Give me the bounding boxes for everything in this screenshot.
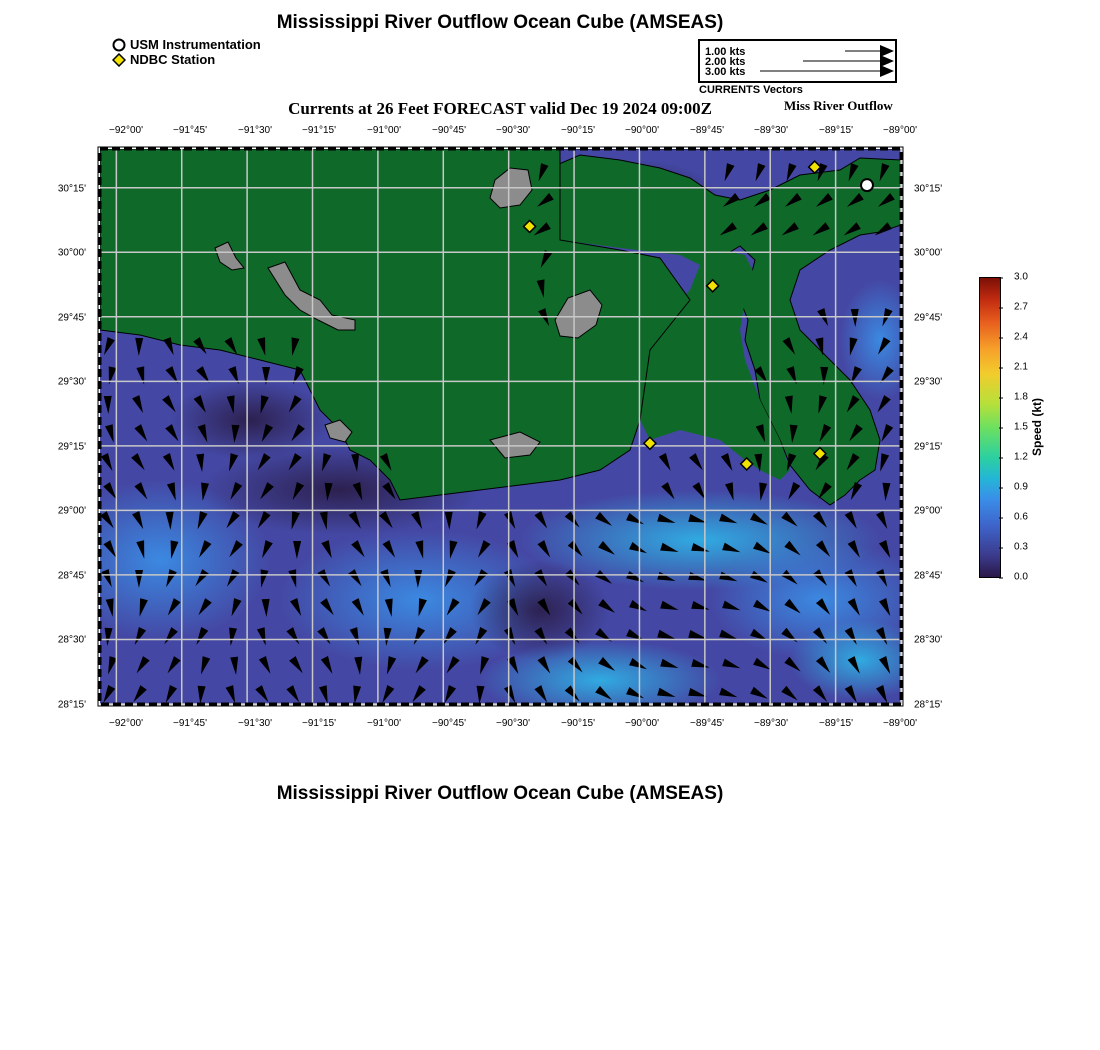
lon-tick-bottom-3: −91°15'	[302, 718, 336, 729]
lat-tick-right-3: 29°30'	[914, 376, 943, 388]
cbar-tick-5-label: 1.5	[1014, 421, 1028, 433]
lat-tick-left-6: 28°45'	[57, 570, 86, 582]
region-label: Miss River Outflow	[784, 98, 893, 113]
lon-tick-bottom-8: −90°00'	[625, 718, 659, 729]
lon-tick-top-7: −90°15'	[561, 125, 595, 136]
legend-usm-label: USM Instrumentation	[130, 37, 261, 52]
legend-ndbc-label: NDBC Station	[130, 52, 216, 67]
cbar-tick-2	[1000, 512, 1028, 523]
lon-tick-top-10: −89°30'	[754, 125, 788, 136]
second-panel-title: Mississippi River Outflow Ocean Cube (AMSEAS)	[276, 783, 724, 804]
lon-tick-bottom-12: −89°00'	[883, 718, 917, 729]
lon-tick-bottom-5: −90°45'	[432, 718, 466, 729]
lat-tick-right-8: 28°15'	[914, 699, 943, 711]
cbar-tick-3-label: 0.9	[1014, 481, 1028, 493]
cbar-tick-6	[1000, 392, 1028, 403]
lat-tick-left-2: 29°45'	[57, 312, 86, 324]
lat-tick-right-5: 29°00'	[914, 505, 943, 517]
lon-tick-bottom-10: −89°30'	[754, 718, 788, 729]
lon-tick-bottom-1: −91°45'	[173, 718, 207, 729]
lon-tick-bottom-0: −92°00'	[109, 718, 143, 729]
cbar-tick-0-label: 0.0	[1014, 571, 1028, 583]
panel-title: Mississippi River Outflow Ocean Cube (AMSEAS)	[276, 12, 724, 33]
lon-tick-top-11: −89°15'	[819, 125, 853, 136]
lat-tick-right-4: 29°15'	[914, 441, 943, 453]
lon-tick-top-2: −91°30'	[238, 125, 272, 136]
lat-tick-right-0: 30°15'	[914, 183, 943, 195]
cbar-tick-9	[1000, 302, 1028, 313]
lon-tick-bottom-6: −90°30'	[496, 718, 530, 729]
lat-tick-right-6: 28°45'	[914, 570, 943, 582]
lat-tick-left-4: 29°15'	[57, 441, 86, 453]
cbar-tick-8-label: 2.4	[1014, 331, 1028, 343]
lat-tick-left-7: 28°30'	[57, 634, 86, 646]
cbar-tick-5	[1000, 422, 1028, 433]
lon-tick-bottom-7: −90°15'	[561, 718, 595, 729]
cbar-tick-1	[1000, 542, 1028, 553]
usm-station-marker[interactable]	[861, 179, 873, 191]
cbar-tick-1-label: 0.3	[1014, 541, 1028, 553]
cbar-tick-7	[1000, 362, 1028, 373]
lat-tick-right-2: 29°45'	[914, 312, 943, 324]
lon-tick-top-3: −91°15'	[302, 125, 336, 136]
cbar-tick-9-label: 2.7	[1014, 301, 1028, 313]
lon-tick-bottom-2: −91°30'	[238, 718, 272, 729]
cbar-tick-4-label: 1.2	[1014, 451, 1028, 463]
lon-tick-top-0: −92°00'	[109, 125, 143, 136]
lon-tick-bottom-9: −89°45'	[690, 718, 724, 729]
lon-tick-bottom-4: −91°00'	[367, 718, 401, 729]
lon-tick-top-12: −89°00'	[883, 125, 917, 136]
lon-tick-bottom-11: −89°15'	[819, 718, 853, 729]
lon-tick-top-5: −90°45'	[432, 125, 466, 136]
cbar-tick-10	[1000, 272, 1028, 283]
cbar-tick-7-label: 2.1	[1014, 361, 1028, 373]
lat-tick-left-3: 29°30'	[57, 376, 86, 388]
lat-tick-left-0: 30°15'	[57, 183, 86, 195]
vector-legend-caption: CURRENTS Vectors	[699, 84, 803, 96]
cbar-tick-6-label: 1.8	[1014, 391, 1028, 403]
lat-tick-left-5: 29°00'	[57, 505, 86, 517]
map-title: Currents at 26 Feet FORECAST valid Dec 19 2024 09:00Z	[288, 99, 712, 118]
lat-tick-right-1: 30°00'	[914, 247, 943, 259]
lat-tick-left-1: 30°00'	[57, 247, 86, 259]
cbar-tick-10-label: 3.0	[1014, 271, 1028, 283]
speed-colorbar	[979, 277, 1001, 578]
lon-tick-top-9: −89°45'	[690, 125, 724, 136]
lon-tick-top-4: −91°00'	[367, 125, 401, 136]
cbar-tick-2-label: 0.6	[1014, 511, 1028, 523]
colorbar-label: Speed (kt)	[1030, 397, 1044, 457]
cbar-tick-4	[1000, 452, 1028, 463]
lon-tick-top-1: −91°45'	[173, 125, 207, 136]
cbar-tick-3	[1000, 482, 1028, 493]
lon-tick-top-8: −90°00'	[625, 125, 659, 136]
lat-tick-left-8: 28°15'	[57, 699, 86, 711]
vector-row-3: 3.00 kts	[705, 66, 746, 78]
vector-row-2: 2.00 kts	[705, 56, 746, 68]
lon-tick-top-6: −90°30'	[496, 125, 530, 136]
cbar-tick-8	[1000, 332, 1028, 343]
vector-row-1: 1.00 kts	[705, 46, 746, 58]
lat-tick-right-7: 28°30'	[914, 634, 943, 646]
cbar-tick-0	[1000, 572, 1028, 583]
